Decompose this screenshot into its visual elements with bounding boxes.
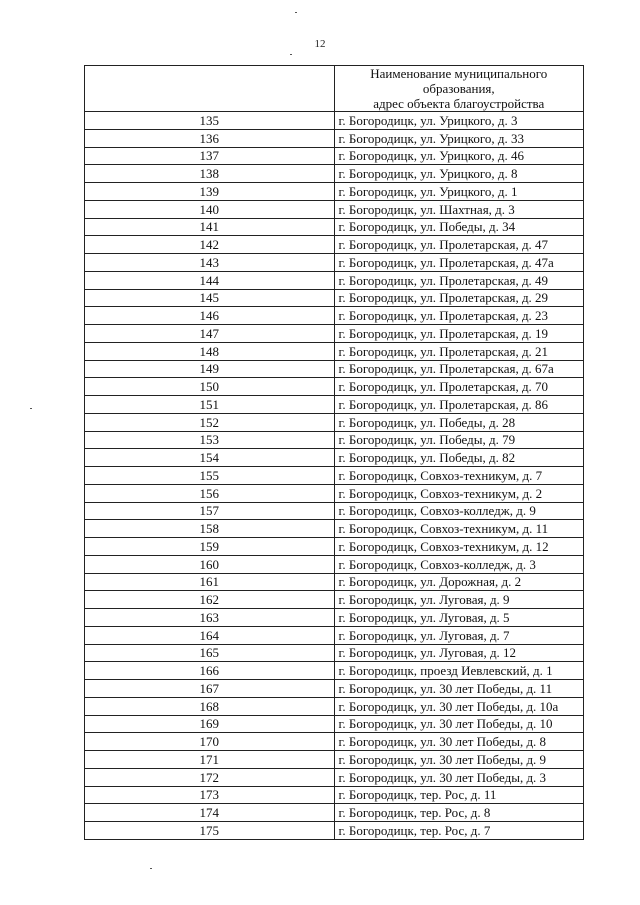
row-number: 162 — [85, 591, 335, 609]
row-address: г. Богородицк, ул. 30 лет Победы, д. 9 — [334, 751, 584, 769]
row-address: г. Богородицк, ул. Луговая, д. 12 — [334, 644, 584, 662]
table-row — [85, 467, 584, 485]
row-number: 159 — [85, 538, 335, 556]
table-header-row — [85, 66, 584, 112]
row-address: г. Богородицк, ул. 30 лет Победы, д. 10а — [334, 697, 584, 715]
table-row — [85, 733, 584, 751]
row-number: 175 — [85, 822, 335, 840]
number-column-header — [85, 66, 335, 112]
row-address: г. Богородицк, ул. Луговая, д. 5 — [334, 609, 584, 627]
row-number: 152 — [85, 413, 335, 431]
row-address: г. Богородицк, ул. Пролетарская, д. 67а — [334, 360, 584, 378]
table-row — [85, 378, 584, 396]
row-number: 149 — [85, 360, 335, 378]
row-number: 173 — [85, 786, 335, 804]
table-row — [85, 271, 584, 289]
table-row — [85, 218, 584, 236]
scan-speck — [150, 868, 152, 869]
row-address: г. Богородицк, ул. Пролетарская, д. 21 — [334, 342, 584, 360]
row-number: 167 — [85, 680, 335, 698]
row-address: г. Богородицк, ул. Пролетарская, д. 29 — [334, 289, 584, 307]
row-address: г. Богородицк, ул. Победы, д. 82 — [334, 449, 584, 467]
table-row — [85, 484, 584, 502]
table-row — [85, 538, 584, 556]
row-number: 163 — [85, 609, 335, 627]
row-number: 145 — [85, 289, 335, 307]
row-number: 174 — [85, 804, 335, 822]
table-row — [85, 502, 584, 520]
table-row — [85, 786, 584, 804]
table-row — [85, 112, 584, 130]
row-address: г. Богородицк, ул. Урицкого, д. 46 — [334, 147, 584, 165]
row-address: г. Богородицк, Совхоз-техникум, д. 11 — [334, 520, 584, 538]
row-address: г. Богородицк, ул. Урицкого, д. 3 — [334, 112, 584, 130]
table-row — [85, 644, 584, 662]
header-line-1: Наименование муниципального образования, — [370, 66, 548, 96]
row-address: г. Богородицк, ул. Победы, д. 79 — [334, 431, 584, 449]
row-number: 146 — [85, 307, 335, 325]
table-row — [85, 129, 584, 147]
table-row — [85, 342, 584, 360]
row-number: 161 — [85, 573, 335, 591]
row-number: 165 — [85, 644, 335, 662]
row-number: 140 — [85, 200, 335, 218]
row-address: г. Богородицк, ул. Пролетарская, д. 47 — [334, 236, 584, 254]
scan-speck — [295, 12, 297, 13]
table-row — [85, 573, 584, 591]
row-number: 142 — [85, 236, 335, 254]
row-address: г. Богородицк, тер. Рос, д. 8 — [334, 804, 584, 822]
row-number: 141 — [85, 218, 335, 236]
row-number: 151 — [85, 396, 335, 414]
row-address: г. Богородицк, ул. Пролетарская, д. 19 — [334, 325, 584, 343]
row-address: г. Богородицк, ул. Пролетарская, д. 23 — [334, 307, 584, 325]
table-row — [85, 307, 584, 325]
row-address: г. Богородицк, тер. Рос, д. 7 — [334, 822, 584, 840]
row-address: г. Богородицк, проезд Иевлевский, д. 1 — [334, 662, 584, 680]
table-row — [85, 804, 584, 822]
row-address: г. Богородицк, ул. Пролетарская, д. 47а — [334, 254, 584, 272]
row-number: 139 — [85, 183, 335, 201]
row-number: 137 — [85, 147, 335, 165]
table-body — [85, 112, 584, 840]
table-row — [85, 591, 584, 609]
table-row — [85, 254, 584, 272]
table-row — [85, 431, 584, 449]
address-table — [84, 65, 584, 840]
table-row — [85, 520, 584, 538]
row-address: г. Богородицк, ул. 30 лет Победы, д. 3 — [334, 768, 584, 786]
row-number: 157 — [85, 502, 335, 520]
table-row — [85, 165, 584, 183]
page-number: 12 — [314, 38, 326, 50]
table-row — [85, 697, 584, 715]
row-address: г. Богородицк, ул. Урицкого, д. 33 — [334, 129, 584, 147]
row-number: 172 — [85, 768, 335, 786]
row-number: 169 — [85, 715, 335, 733]
scan-speck — [290, 54, 292, 55]
row-number: 136 — [85, 129, 335, 147]
table-row — [85, 715, 584, 733]
row-address: г. Богородицк, ул. Пролетарская, д. 86 — [334, 396, 584, 414]
table-row — [85, 822, 584, 840]
row-number: 170 — [85, 733, 335, 751]
scan-speck — [30, 408, 32, 409]
row-number: 156 — [85, 484, 335, 502]
row-number: 166 — [85, 662, 335, 680]
row-number: 153 — [85, 431, 335, 449]
row-address: г. Богородицк, ул. Шахтная, д. 3 — [334, 200, 584, 218]
row-address: г. Богородицк, ул. Урицкого, д. 8 — [334, 165, 584, 183]
row-address: г. Богородицк, Совхоз-колледж, д. 9 — [334, 502, 584, 520]
row-address: г. Богородицк, ул. Луговая, д. 9 — [334, 591, 584, 609]
table-row — [85, 183, 584, 201]
row-address: г. Богородицк, ул. Урицкого, д. 1 — [334, 183, 584, 201]
table-row — [85, 289, 584, 307]
row-number: 148 — [85, 342, 335, 360]
row-number: 171 — [85, 751, 335, 769]
row-address: г. Богородицк, тер. Рос, д. 11 — [334, 786, 584, 804]
row-number: 155 — [85, 467, 335, 485]
row-address: г. Богородицк, ул. 30 лет Победы, д. 10 — [334, 715, 584, 733]
row-number: 164 — [85, 626, 335, 644]
row-address: г. Богородицк, ул. Дорожная, д. 2 — [334, 573, 584, 591]
row-address: г. Богородицк, Совхоз-техникум, д. 7 — [334, 467, 584, 485]
row-address: г. Богородицк, ул. 30 лет Победы, д. 8 — [334, 733, 584, 751]
row-address: г. Богородицк, ул. Победы, д. 34 — [334, 218, 584, 236]
table-row — [85, 396, 584, 414]
table-row — [85, 680, 584, 698]
table-row — [85, 751, 584, 769]
row-number: 143 — [85, 254, 335, 272]
row-number: 160 — [85, 555, 335, 573]
table-row — [85, 236, 584, 254]
row-address: г. Богородицк, Совхоз-техникум, д. 2 — [334, 484, 584, 502]
table-row — [85, 360, 584, 378]
row-address: г. Богородицк, ул. Победы, д. 28 — [334, 413, 584, 431]
table-row — [85, 768, 584, 786]
table-row — [85, 609, 584, 627]
table-row — [85, 325, 584, 343]
table-row — [85, 449, 584, 467]
row-number: 154 — [85, 449, 335, 467]
row-address: г. Богородицк, ул. Пролетарская, д. 49 — [334, 271, 584, 289]
row-number: 144 — [85, 271, 335, 289]
row-number: 150 — [85, 378, 335, 396]
row-address: г. Богородицк, ул. Пролетарская, д. 70 — [334, 378, 584, 396]
header-line-2: адрес объекта благоустройства — [373, 96, 545, 111]
row-address: г. Богородицк, Совхоз-техникум, д. 12 — [334, 538, 584, 556]
table-row — [85, 662, 584, 680]
row-number: 135 — [85, 112, 335, 130]
table-row — [85, 626, 584, 644]
table-row — [85, 413, 584, 431]
row-address: г. Богородицк, ул. Луговая, д. 7 — [334, 626, 584, 644]
row-number: 147 — [85, 325, 335, 343]
row-number: 158 — [85, 520, 335, 538]
row-address: г. Богородицк, ул. 30 лет Победы, д. 11 — [334, 680, 584, 698]
row-address: г. Богородицк, Совхоз-колледж, д. 3 — [334, 555, 584, 573]
row-number: 138 — [85, 165, 335, 183]
table-row — [85, 147, 584, 165]
table-row — [85, 200, 584, 218]
row-number: 168 — [85, 697, 335, 715]
address-column-header — [334, 66, 584, 112]
table-row — [85, 555, 584, 573]
